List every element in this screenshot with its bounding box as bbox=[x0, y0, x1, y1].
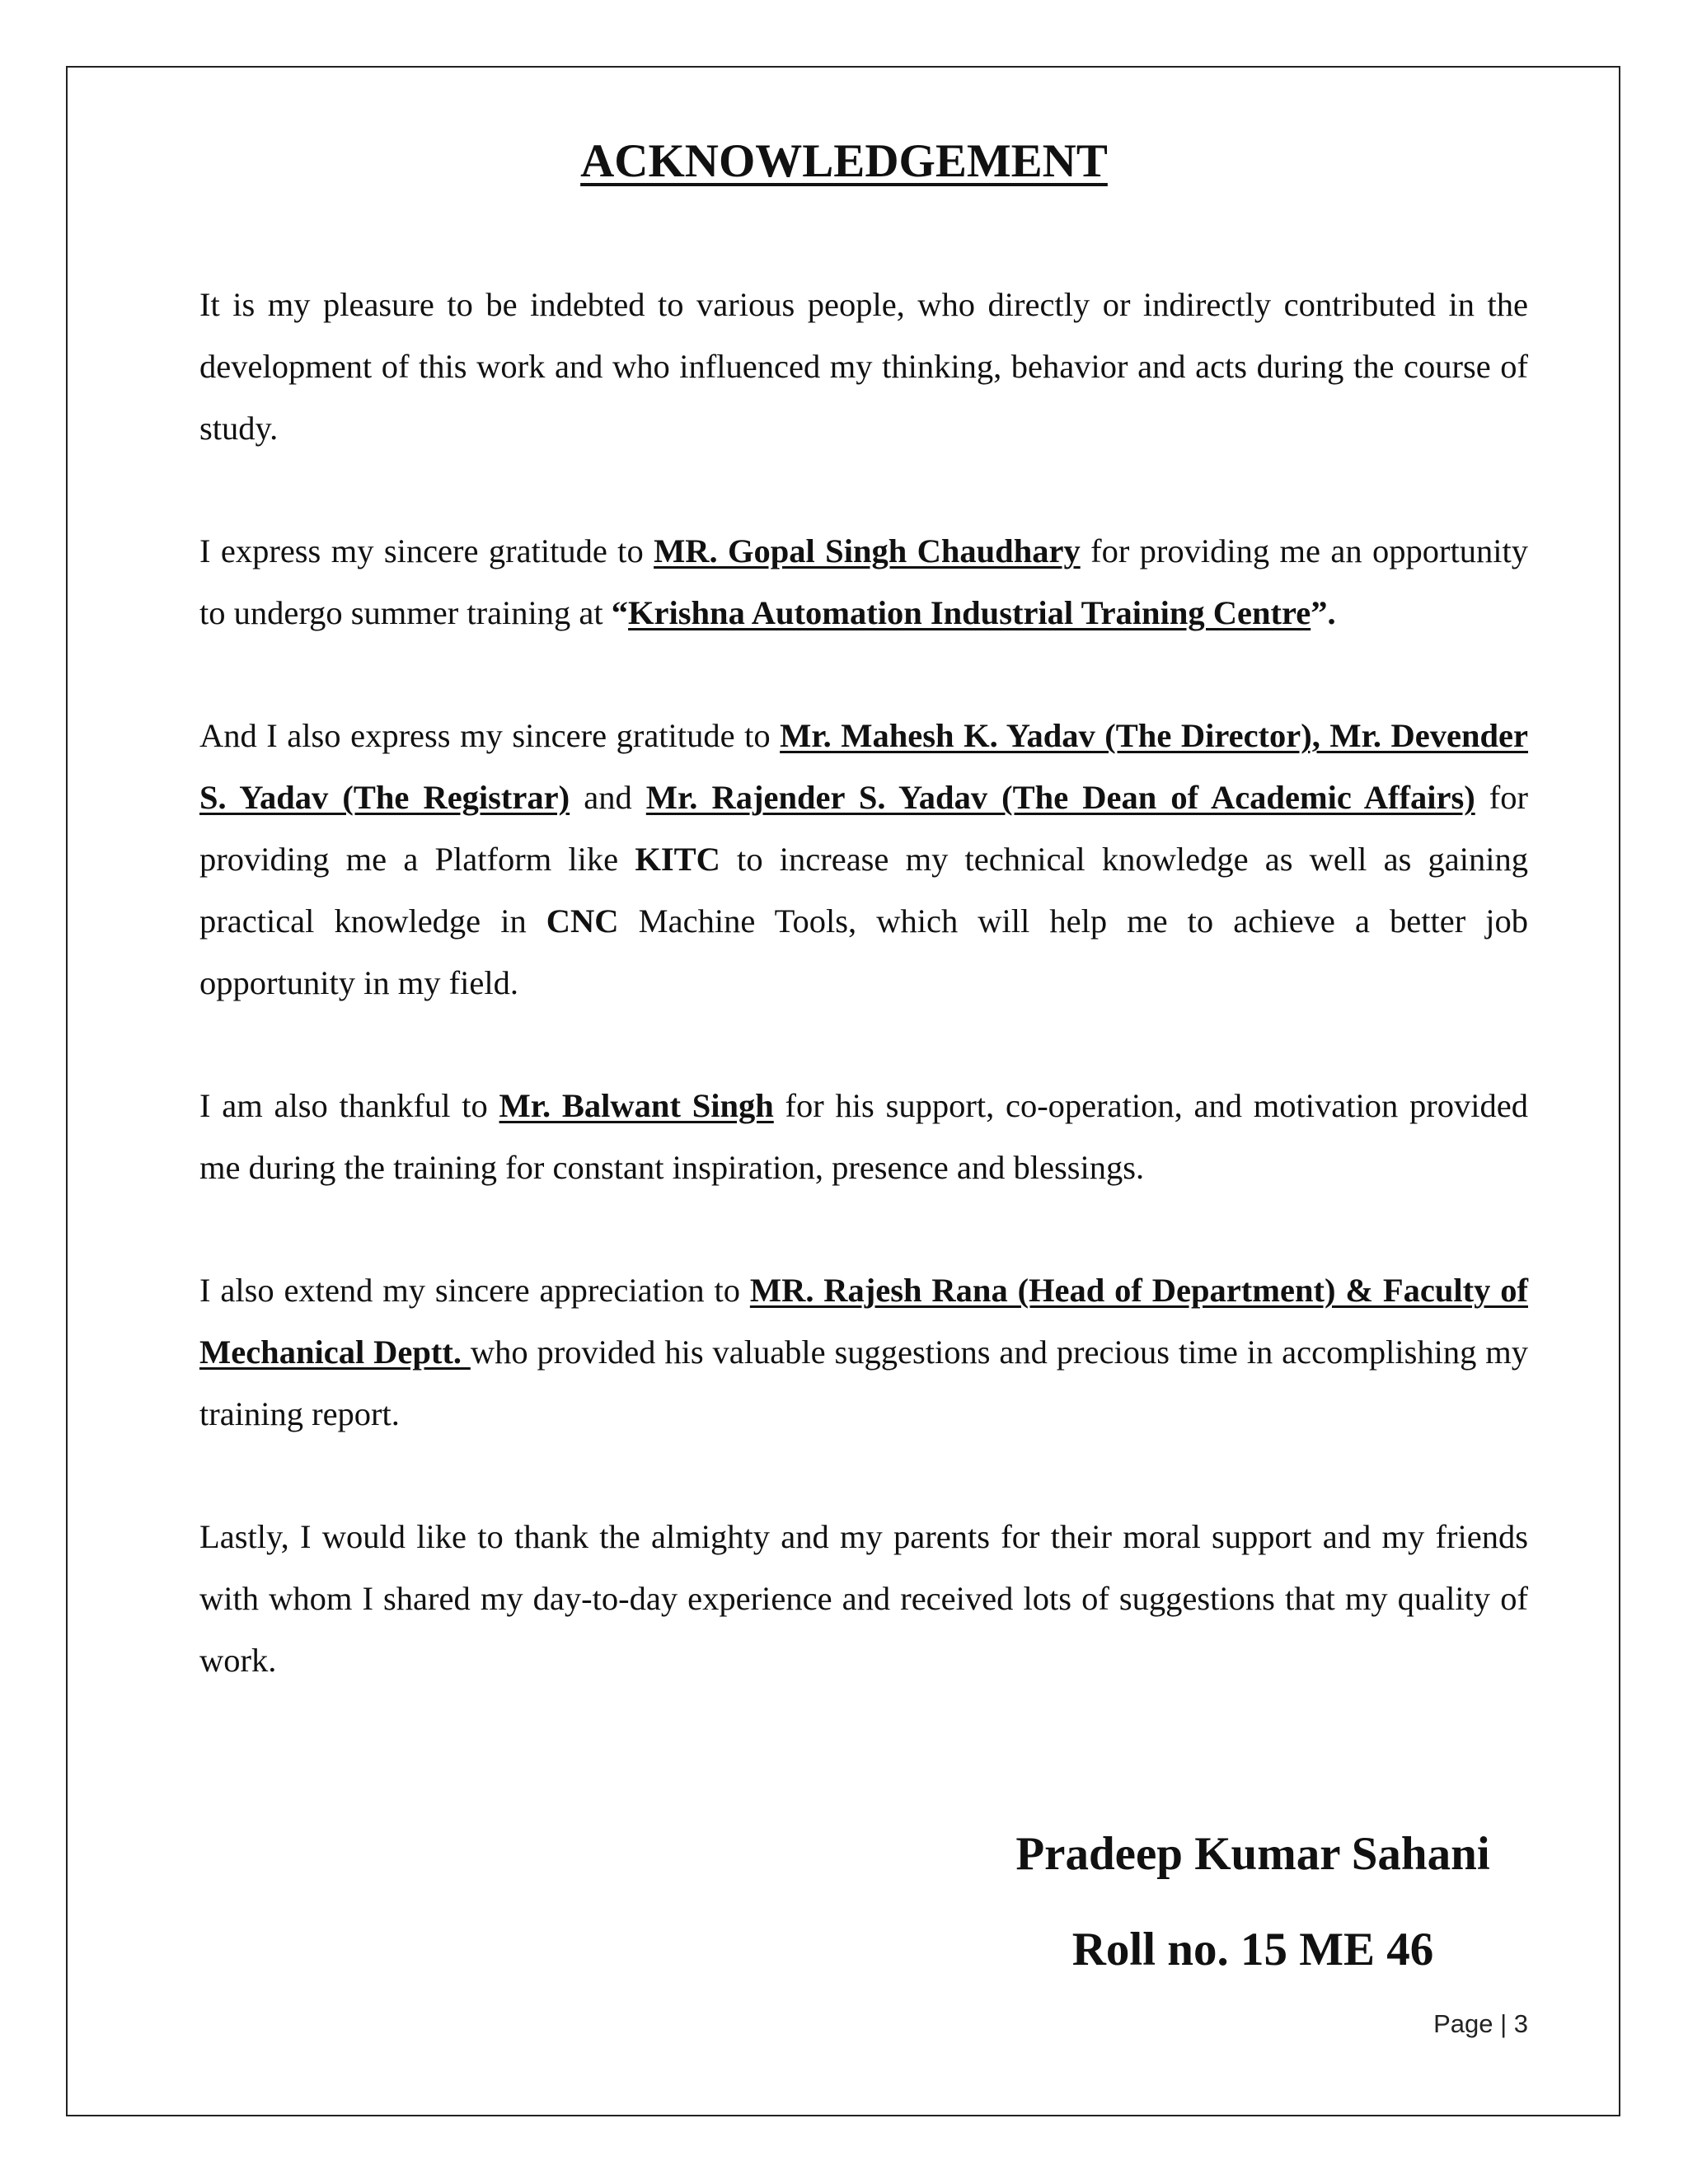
paragraph-closing-text: Lastly, I would like to thank the almighty and my parents for their moral support and my friends with whom I shared my day-to-day experience and received lots of suggestions that my quality of work. bbox=[199, 1518, 1528, 1679]
person-name: MR. Rajesh Rana (Head of Department) & Faculty of Mechanical Deptt. bbox=[199, 1272, 1528, 1371]
paragraph-text: I am also thankful to bbox=[199, 1087, 499, 1124]
paragraph-closing bbox=[199, 1506, 1528, 1691]
acronym: CNC bbox=[546, 902, 619, 940]
document-body bbox=[199, 274, 1528, 1752]
paragraph-text: for providing me an opportunity to undergo summer training at bbox=[199, 532, 1528, 631]
person-name: Mr. Balwant Singh bbox=[499, 1087, 774, 1124]
signature-roll-number: Roll no. 15 ME 46 bbox=[1071, 1924, 1434, 1975]
paragraph-text: and bbox=[570, 779, 646, 816]
paragraph-gratitude-chaudhary bbox=[199, 520, 1528, 644]
paragraph-intro bbox=[199, 274, 1528, 459]
quote-mark: ”. bbox=[1311, 594, 1336, 631]
paragraph-text: I also extend my sincere appreciation to bbox=[199, 1272, 750, 1309]
person-name: MR. Gopal Singh Chaudhary bbox=[654, 532, 1081, 569]
quote-mark: “ bbox=[611, 594, 629, 631]
person-name: Mr. Rajender S. Yadav (The Dean of Academic Affairs) bbox=[645, 779, 1475, 816]
paragraph-text: for his support, co-operation, and motivation provided me during the training for constant inspiration, presence and blessings. bbox=[199, 1087, 1528, 1186]
paragraph-text: to increase my technical knowledge as well as gaining practical knowledge in bbox=[199, 841, 1529, 940]
paragraph-text: And I also express my sincere gratitude to bbox=[199, 717, 781, 754]
paragraph-thanks-balwant bbox=[199, 1075, 1528, 1198]
person-names: Mr. Mahesh K. Yadav (The Director), Mr. Devender S. Yadav (The Registrar) bbox=[199, 717, 1529, 816]
document-title: ACKNOWLEDGEMENT bbox=[580, 135, 1108, 187]
paragraph-text: who provided his valuable suggestions and precious time in accomplishing my training report. bbox=[199, 1333, 1528, 1432]
paragraph-appreciation-rana bbox=[199, 1259, 1528, 1445]
paragraph-text: for providing me a Platform like bbox=[199, 779, 1529, 878]
paragraph-gratitude-officials bbox=[199, 705, 1528, 1014]
acronym: KITC bbox=[635, 841, 720, 878]
paragraph-text: Machine Tools, which will help me to achieve a better job opportunity in my field. bbox=[199, 902, 1528, 1001]
organization-name: Krishna Automation Industrial Training Centre bbox=[628, 594, 1311, 631]
paragraph-text: I express my sincere gratitude to bbox=[199, 532, 654, 569]
signature-name: Pradeep Kumar Sahani bbox=[1015, 1828, 1490, 1880]
paragraph-intro-text: It is my pleasure to be indebted to various people, who directly or indirectly contributed in the development of this work and who influenced my thinking, behavior and acts during the course of study. bbox=[199, 286, 1528, 447]
page-number: Page | 3 bbox=[1433, 2009, 1528, 2038]
